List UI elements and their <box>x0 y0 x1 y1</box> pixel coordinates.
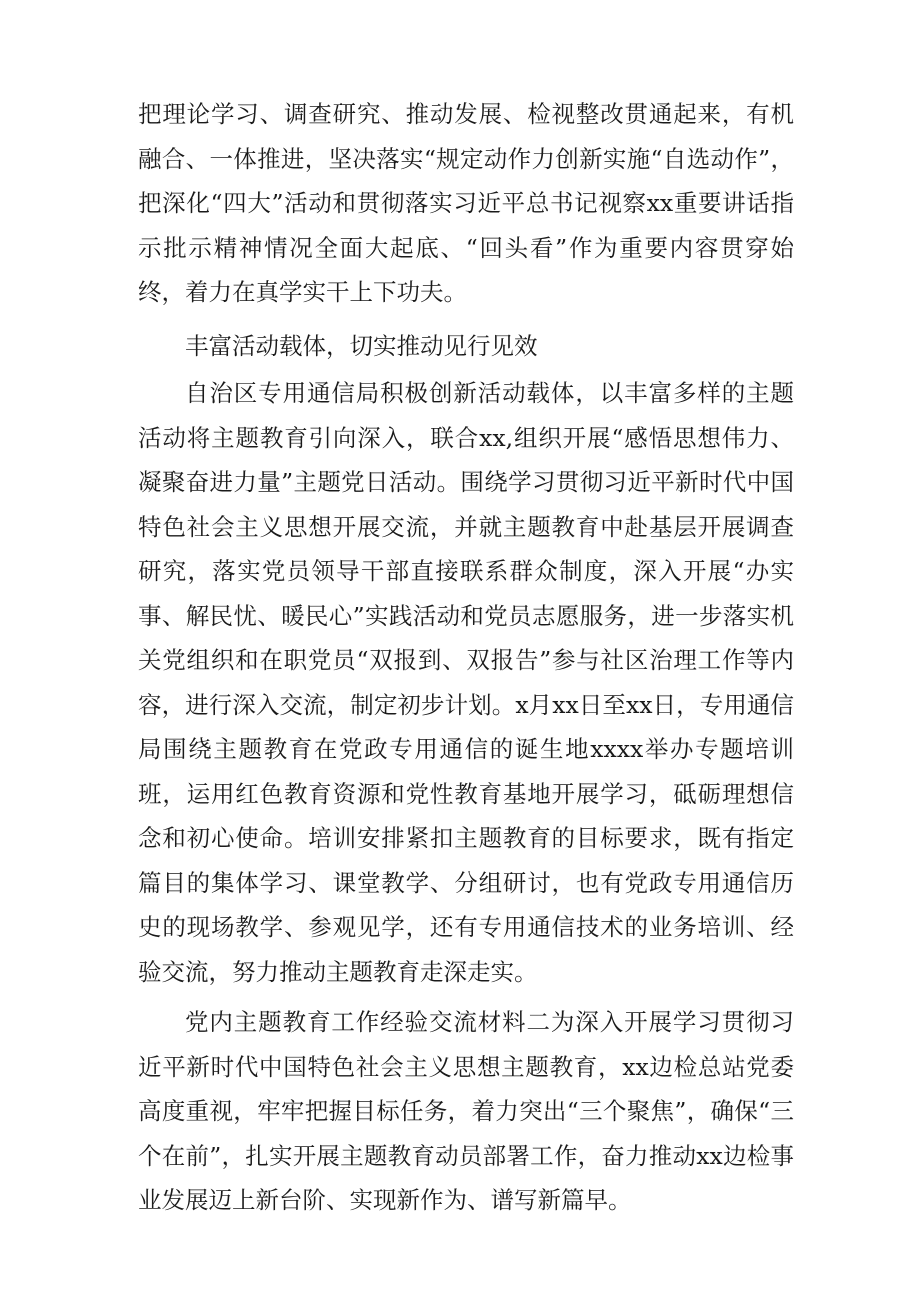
paragraph-3: 自治区专用通信局积极创新活动载体，以丰富多样的主题活动将主题教育引向深入，联合xx,组织开展“感悟思想伟力、凝聚奋进力量”主题党日活动。围绕学习贯彻习近平新时代中国特色社会主义思想开展交流，并就主题教育中赴基层开展调查研究，落实党员领导干部直接联系群众制度，深入开展“办实事、解民忧、暖民心”实践活动和党员志愿服务，进一步落实机关党组织和在职党员“双报到、双报告”参与社区治理工作等内容，进行深入交流，制定初步计划。x月xx日至xx日，专用通信局围绕主题教育在党政专用通信的诞生地xxxx举办专题培训班，运用红色教育资源和党性教育基地开展学习，砥砺理想信念和初心使命。培训安排紧扣主题教育的目标要求，既有指定篇目的集体学习、课堂教学、分组研讨，也有党政专用通信历史的现场教学、参观见学，还有专用通信技术的业务培训、经验交流，努力推动主题教育走深走实。 <box>138 379 794 986</box>
paragraph-4: 党内主题教育工作经验交流材料二为深入开展学习贯彻习近平新时代中国特色社会主义思想主题教育，xx边检总站党委高度重视，牢牢把握目标任务，着力突出“三个聚焦”，确保“三个在前”，扎实开展主题教育动员部署工作，奋力推动xx边检事业发展迈上新台阶、实现新作为、谱写新篇早。 <box>138 1008 794 1214</box>
document-body <box>138 92 794 1223</box>
paragraph-1: 把理论学习、调查研究、推动发展、检视整改贯通起来，有机融合、一体推进，坚决落实“规定动作力创新实施“自选动作”，把深化“四大”活动和贯彻落实习近平总书记视察xx重要讲话指示批示精神情况全面大起底、“回头看”作为重要内容贯穿始终，着力在真学实干上下功夫。 <box>138 100 794 306</box>
section-heading: 丰富活动载体，切实推动见行见效 <box>185 331 538 360</box>
